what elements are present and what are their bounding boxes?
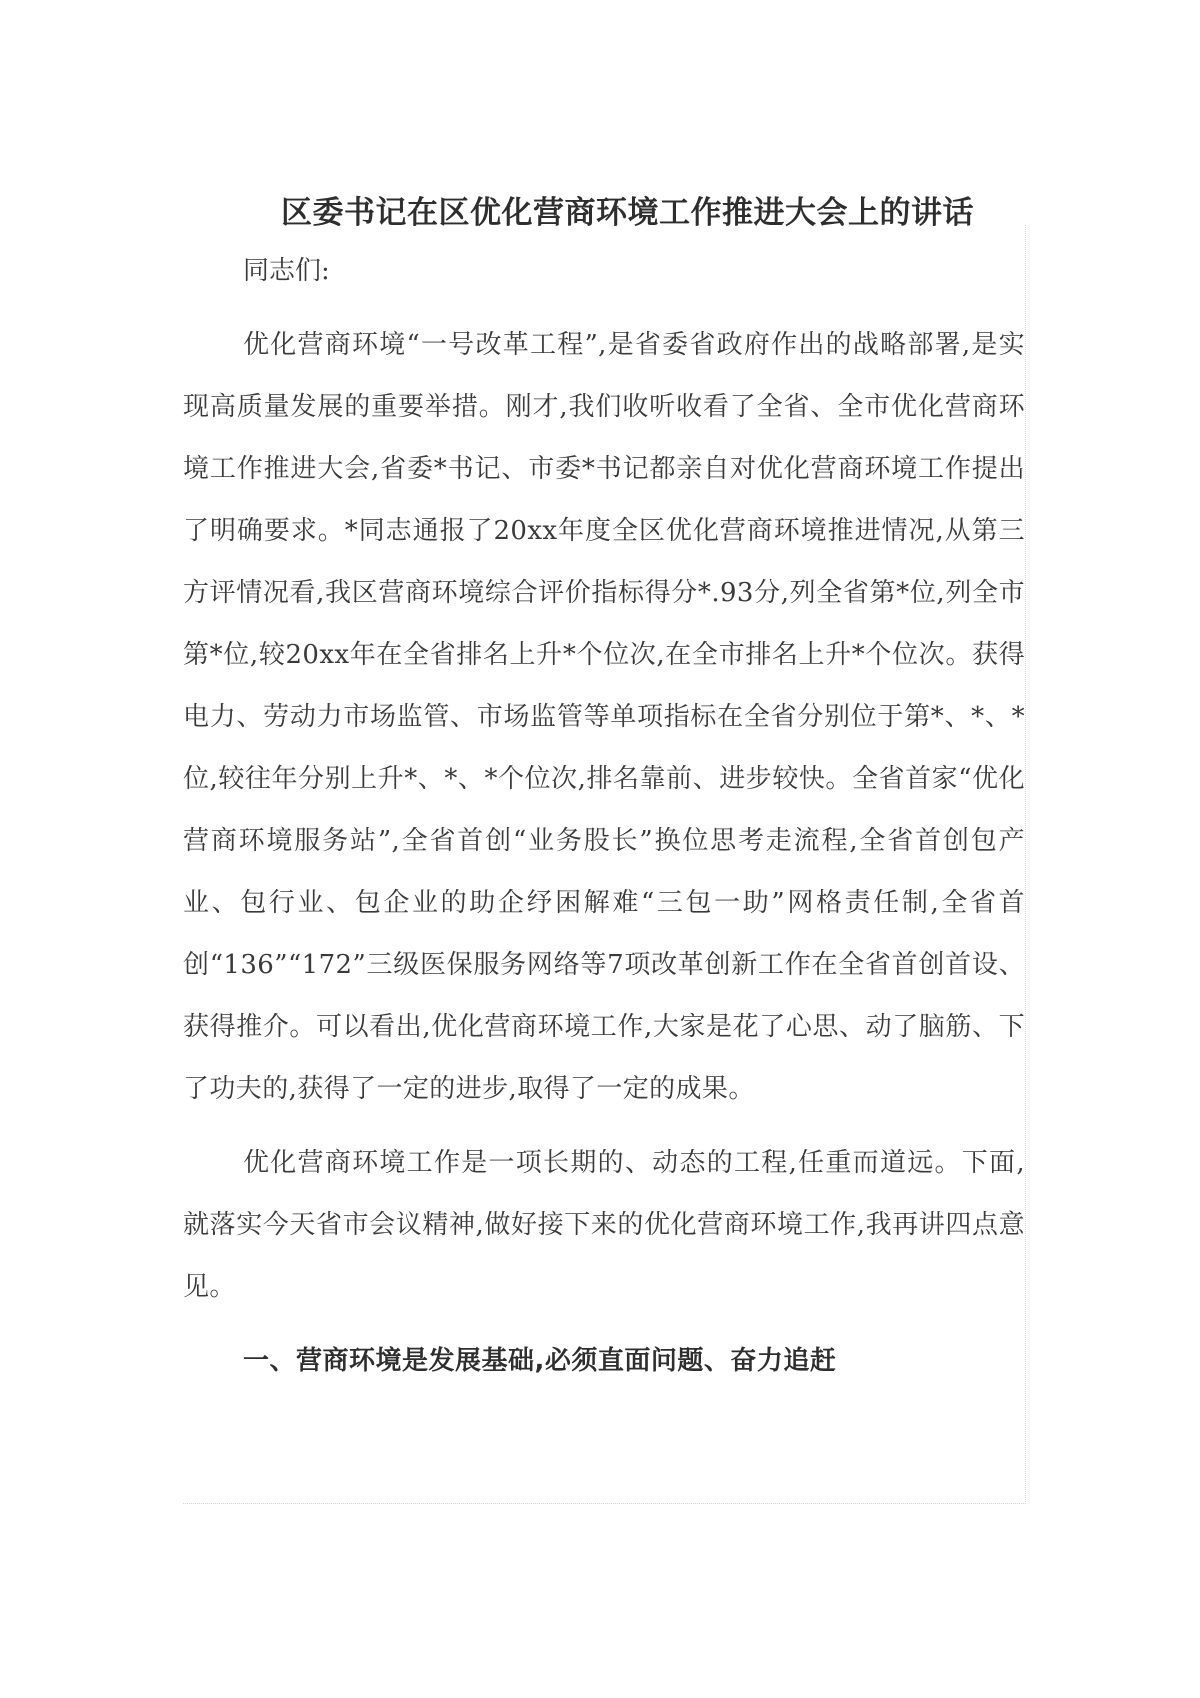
paragraph-2: 优化营商环境工作是一项长期的、动态的工程,任重而道远。下面,就落实今天省市会议精神,做好接下来的优化营商环境工作,我再讲四点意见。 xyxy=(183,1148,1025,1302)
paragraph-gap xyxy=(183,1318,1025,1330)
paragraph-gap xyxy=(183,1120,1025,1132)
paragraph-gap xyxy=(183,302,1025,314)
section-heading: 一、营商环境是发展基础,必须直面问题、奋力追赶 xyxy=(243,1346,837,1376)
document-body xyxy=(183,240,1025,1392)
paragraph-1: 优化营商环境“一号改革工程”,是省委省政府作出的战略部署,是实现高质量发展的重要举措。刚才,我们收听收看了全省、全市优化营商环境工作推进大会,省委*书记、市委*书记都亲自对优化营商环境工作提出了明确要求。*同志通报了20xx年度全区优化营商环境推进情况,从第三方评情况看,我区营商环境综合评价指标得分*.93分,列全省第*位,列全市第*位,较20xx年在全省排名上升*个位次,在全市排名上升*个位次。获得电力、劳动力市场监管、市场监管等单项指标在全省分别位于第*、*、*位,较往年分别上升*、*、*个位次,排名靠前、进步较快。全省首家“优化营商环境服务站”,全省首创“业务股长”换位思考走流程,全省首创包产业、包行业、包企业的助企纾困解难“三包一助”网格责任制,全省首创“136”“172”三级医保服务网络等7项改革创新工作在全省首创首设、获得推介。可以看出,优化营商环境工作,大家是花了心思、动了脑筋、下了功夫的,获得了一定的进步,取得了一定的成果。 xyxy=(183,330,1025,1104)
document-title: 区委书记在区优化营商环境工作推进大会上的讲话 xyxy=(281,195,974,231)
salutation: 同志们: xyxy=(243,256,330,286)
